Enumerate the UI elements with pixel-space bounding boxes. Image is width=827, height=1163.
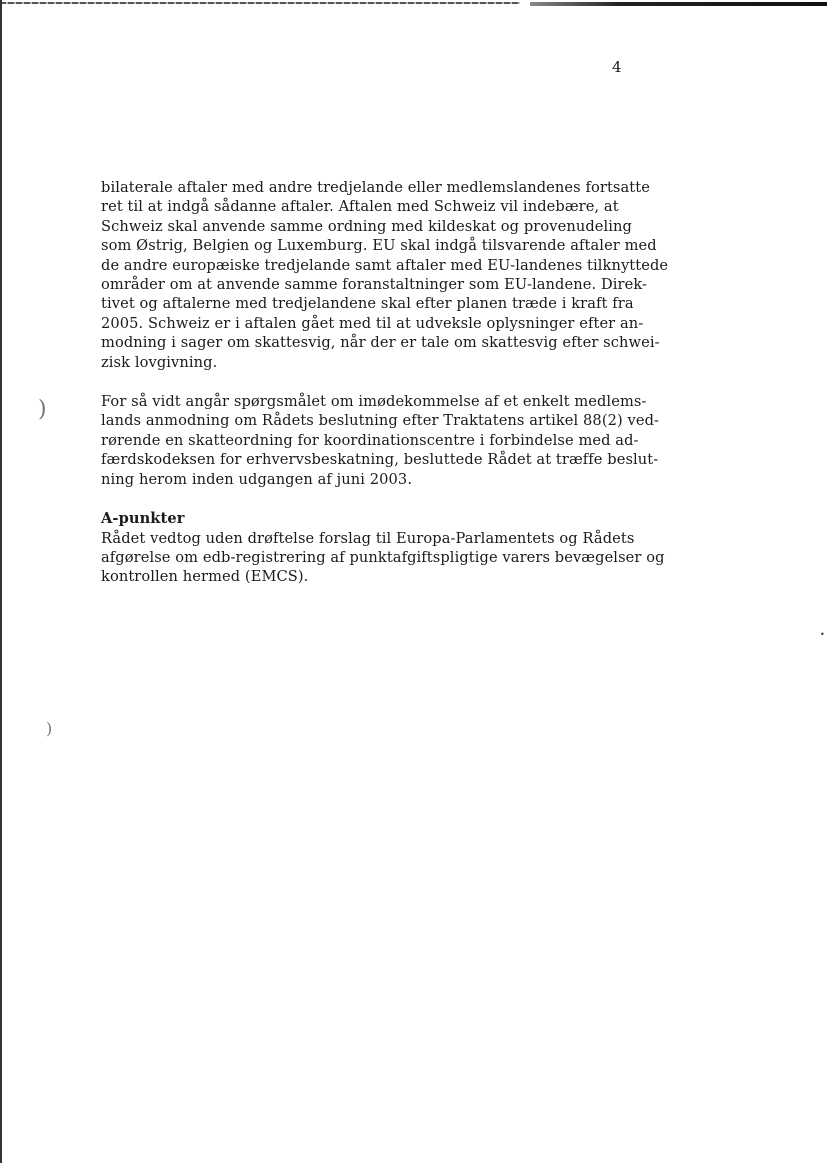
text-line: rørende en skatteordning for koordinationscentre i forbindelse med ad- bbox=[101, 431, 639, 449]
left-scan-edge bbox=[0, 0, 2, 1163]
text-line: afgørelse om edb-registrering af punktafgiftspligtige varers bevægelser og bbox=[101, 548, 665, 566]
section-heading: A-punkter bbox=[101, 510, 185, 528]
text-line: zisk lovgivning. bbox=[101, 353, 218, 371]
text-line: lands anmodning om Rådets beslutning efter Traktatens artikel 88(2) ved- bbox=[101, 412, 660, 430]
text-line: som Østrig, Belgien og Luxemburg. EU skal indgå tilsvarende aftaler med bbox=[101, 237, 657, 255]
page-number: 4 bbox=[612, 58, 622, 76]
section-a-punkter bbox=[101, 509, 665, 587]
scan-artifact-mark: ) bbox=[38, 397, 47, 422]
text-line: tivet og aftalerne med tredjelandene skal efter planen træde i kraft fra bbox=[101, 295, 634, 313]
paragraph-2 bbox=[101, 392, 660, 489]
top-rule-left bbox=[0, 2, 520, 4]
text-line: bilaterale aftaler med andre tredjelande eller medlemslandenes fortsatte bbox=[101, 179, 650, 196]
text-line: Rådet vedtog uden drøftelse forslag til Europa-Parlamentets og Rådets bbox=[101, 529, 635, 547]
scan-artifact-dot: • bbox=[820, 630, 825, 639]
top-scan-edge bbox=[0, 0, 827, 6]
text-line: ret til at indgå sådanne aftaler. Aftalen med Schweiz vil indebære, at bbox=[101, 198, 619, 216]
text-line: ning herom inden udgangen af juni 2003. bbox=[101, 470, 413, 488]
text-line: Schweiz skal anvende samme ordning med kildeskat og provenudeling bbox=[101, 217, 632, 235]
paragraph-1 bbox=[101, 178, 669, 372]
text-line: For så vidt angår spørgsmålet om imødekommelse af et enkelt medlems- bbox=[101, 393, 647, 411]
scan-artifact-mark: ) bbox=[46, 719, 53, 738]
text-line: områder om at anvende samme foranstaltninger som EU-landene. Direk- bbox=[101, 276, 648, 294]
text-line: kontrollen hermed (EMCS). bbox=[101, 568, 309, 586]
text-line: 2005. Schweiz er i aftalen gået med til at udveksle oplysninger efter an- bbox=[101, 314, 644, 332]
document-body bbox=[101, 178, 669, 607]
text-line: de andre europæiske tredjelande samt aftaler med EU-landenes tilknyttede bbox=[101, 256, 669, 274]
text-line: modning i sager om skattesvig, når der er tale om skattesvig efter schwei- bbox=[101, 334, 660, 352]
top-rule-right bbox=[530, 2, 827, 6]
text-line: færdskodeksen for erhvervsbeskatning, besluttede Rådet at træffe beslut- bbox=[101, 451, 659, 469]
